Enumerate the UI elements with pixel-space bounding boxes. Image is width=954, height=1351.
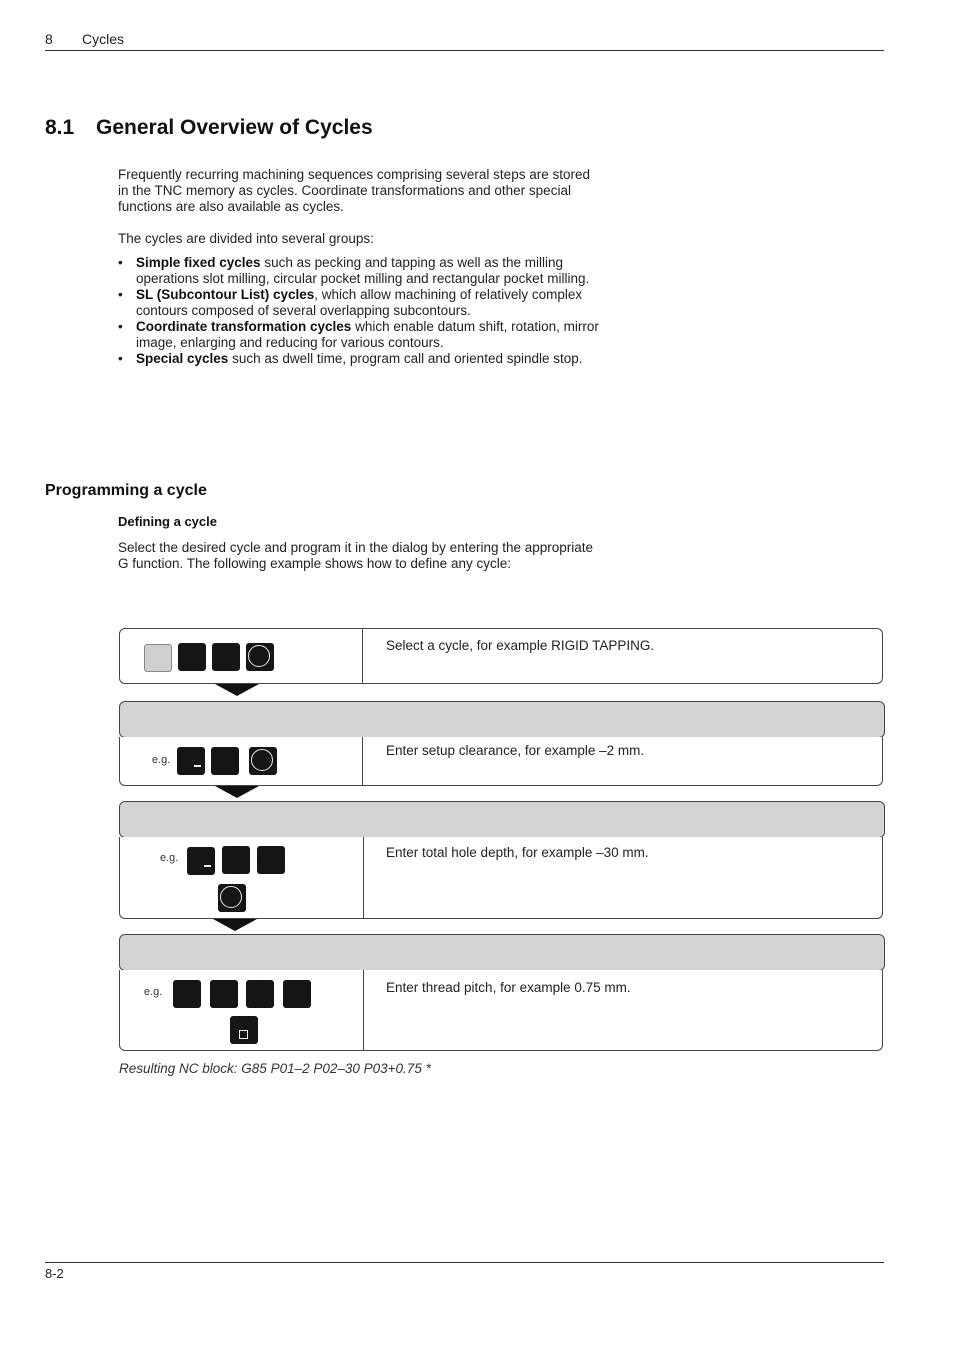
section-title <box>45 116 373 140</box>
dialog-prompt-bar <box>119 801 885 838</box>
digit-key[interactable] <box>178 643 206 671</box>
ent-key[interactable] <box>249 747 277 775</box>
footer-rule <box>45 1262 884 1263</box>
ent-icon <box>248 645 270 667</box>
header-rule <box>45 50 884 51</box>
section-number: 8.1 <box>45 116 75 139</box>
flow-arrow-icon <box>213 919 257 931</box>
digit-key[interactable] <box>212 643 240 671</box>
programming-paragraph: Select the desired cycle and program it in the dialog by entering the appropriate G function. The following example shows how to define any cycle: <box>118 540 594 571</box>
list-item: • Special cycles such as dwell time, program call and oriented spindle stop. <box>118 351 583 366</box>
programming-heading: Programming a cycle <box>45 482 207 499</box>
example-label: e.g. <box>152 754 171 766</box>
ent-key[interactable] <box>218 884 246 912</box>
step-divider <box>363 970 364 1050</box>
flow-arrow-icon <box>215 684 259 696</box>
dialog-prompt-bar <box>119 701 885 738</box>
intro-paragraph: Frequently recurring machining sequences comprising several steps are stored in the TNC memory as cycles. Coordinate transformations and other special functions are also available as cycles. <box>118 167 590 214</box>
cycle-groups-list <box>118 255 603 367</box>
header-chapter-title: Cycles <box>82 31 125 47</box>
group-name: Coordinate transformation cycles <box>136 319 352 334</box>
digit-key[interactable] <box>173 980 201 1008</box>
example-label: e.g. <box>144 986 163 998</box>
flow-arrow-icon <box>215 786 259 798</box>
cycl-def-key[interactable] <box>144 644 172 672</box>
step-divider <box>362 737 363 785</box>
list-item: • SL (Subcontour List) cycles, which allow machining of relatively complex contours composed of several overlapping subcontours. <box>118 287 583 318</box>
minus-icon <box>194 765 201 767</box>
ent-icon <box>251 749 273 771</box>
step-box-hole-depth <box>119 837 883 919</box>
header-chapter-number: 8 <box>45 31 53 47</box>
list-item: • Coordinate transformation cycles which enable datum shift, rotation, mirror image, enlarging and reducing for various contours. <box>118 319 599 350</box>
step-box-thread-pitch <box>119 970 883 1051</box>
step-description: Enter thread pitch, for example 0.75 mm. <box>386 980 631 995</box>
step-divider <box>362 629 363 683</box>
list-item: • Simple fixed cycles such as pecking and tapping as well as the milling operations slot milling, circular pocket milling and rectangular pocket milling. <box>118 255 590 286</box>
digit-key[interactable] <box>210 980 238 1008</box>
step-description: Select a cycle, for example RIGID TAPPING. <box>386 638 655 653</box>
minus-key[interactable] <box>177 747 205 775</box>
step-description: Enter setup clearance, for example –2 mm. <box>386 743 645 758</box>
resulting-nc-block: Resulting NC block: G85 P01–2 P02–30 P03+0.75 * <box>119 1061 431 1076</box>
section-title-text: General Overview of Cycles <box>96 116 373 139</box>
ent-icon <box>220 886 242 908</box>
step-description: Enter total hole depth, for example –30 mm. <box>386 845 649 860</box>
minus-icon <box>204 865 211 867</box>
defining-subheading: Defining a cycle <box>118 514 217 529</box>
digit-key[interactable] <box>257 846 285 874</box>
dialog-prompt-bar <box>119 934 885 971</box>
group-name: Special cycles <box>136 351 229 366</box>
digit-key[interactable] <box>211 747 239 775</box>
page-number: 8-2 <box>45 1266 64 1281</box>
group-description: , which allow machining of relatively complex contours composed of several overlapping subcontours. <box>136 287 583 318</box>
end-block-key[interactable] <box>230 1016 258 1044</box>
minus-key[interactable] <box>187 847 215 875</box>
group-description: such as dwell time, program call and oriented spindle stop. <box>228 351 583 366</box>
group-description: which enable datum shift, rotation, mirror image, enlarging and reducing for various contours. <box>136 319 599 350</box>
group-name: SL (Subcontour List) cycles <box>136 287 315 302</box>
end-block-icon <box>239 1030 248 1039</box>
example-label: e.g. <box>160 852 179 864</box>
step-box-setup-clearance <box>119 737 883 786</box>
digit-key[interactable] <box>246 980 274 1008</box>
step-box-select-cycle <box>119 628 883 684</box>
step-divider <box>363 837 364 918</box>
digit-key[interactable] <box>222 846 250 874</box>
group-description: such as pecking and tapping as well as the milling operations slot milling, circular pocket milling and rectangular pocket milling. <box>136 255 590 286</box>
group-name: Simple fixed cycles <box>136 255 261 270</box>
groups-intro: The cycles are divided into several groups: <box>118 231 374 246</box>
ent-key[interactable] <box>246 643 274 671</box>
digit-key[interactable] <box>283 980 311 1008</box>
